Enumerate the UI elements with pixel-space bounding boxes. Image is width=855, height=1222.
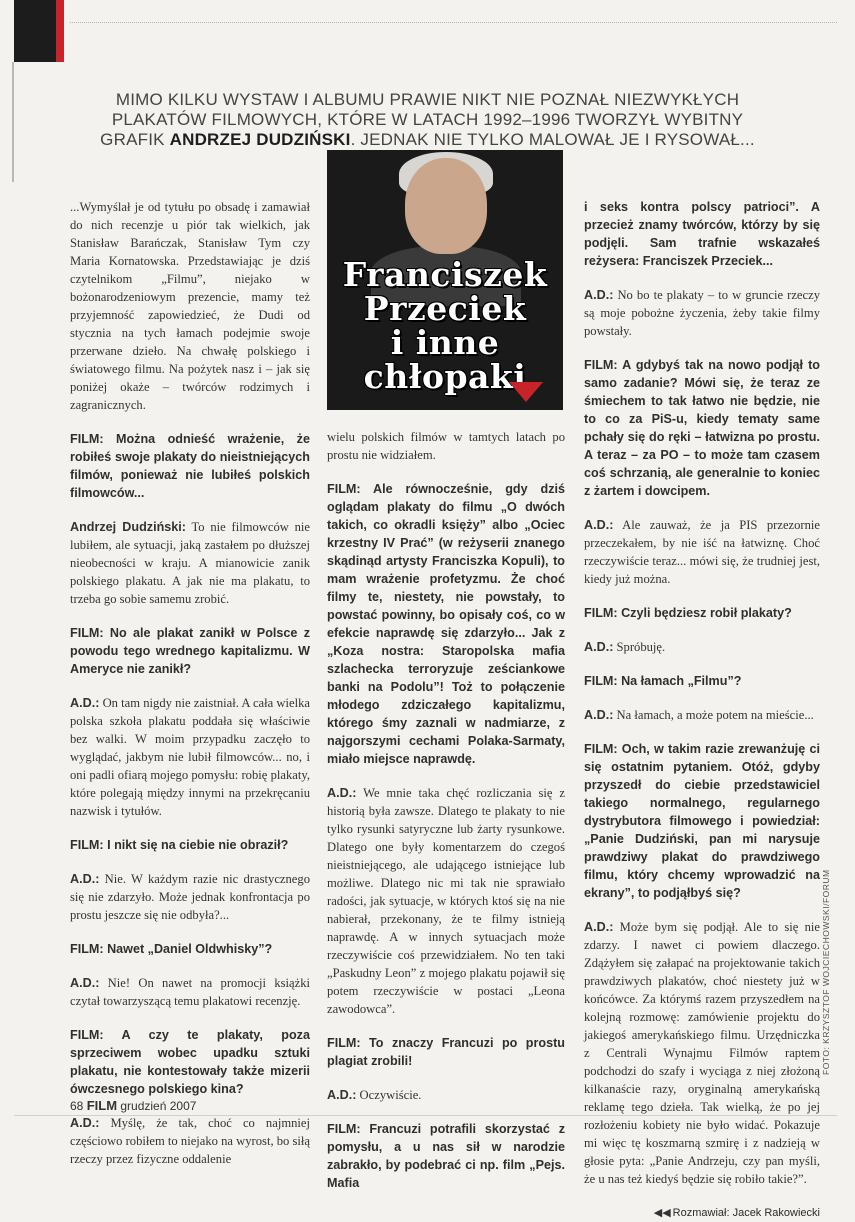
interview-question	[327, 1120, 565, 1192]
paragraph-text: Ale zauważ, że ja PIS przezornie przeczekałem, by nie iść na łatwiznę. Choć rzeczywiście teraz... mówi się, że trudniej jest, kiedy już można.	[584, 518, 820, 586]
photo-title-line: Franciszek	[342, 255, 548, 294]
paragraph-text: We mnie taka chęć rozliczania się z historią była zawsze. Dlatego te plakaty to nie tylko rysunki satyryczne lub żarty rysunkowe. Dlatego one były komentarzem do czegoś nieistniejącego, ale udającego istniejące lub możliwe. Dlatego nic mi tak nie sprawiało radości, jak sytuacje, w których ktoś się na nie nabierał, przekonany, że te filmy istnieją naprawdę. A w innych sytuacjach może rzeczywiście coś przewidziałem. No ten taki „Paskudny Leon” z mojego plakatu pojawił się potem rzeczywiście w postaci „Leona zawodowca”.	[327, 786, 565, 1016]
interview-answer	[584, 706, 820, 724]
paragraph-text: i seks kontra polscy patrioci”. A przecież znamy twórców, którzy by się podjęli. Sam trafnie wskazałeś reżysera: Franciszek Przeciek...	[584, 200, 820, 268]
paragraph-text: FILM: A gdybyś tak na nowo podjął to samo zadanie? Mówi się, że teraz ze śmiechem to tak łatwo nie będzie, nie to co za PiS-u, kiedy tematy same pchały się do ręki – łatwizna po prostu. A teraz – za PO – to może tam czasem coś schrzanią, ale generalnie to koniec z żartem i dowcipem.	[584, 358, 820, 498]
photo-credit: FOTO: KRZYSZTOF WOJCIECHOWSKI/FORUM	[821, 869, 831, 1075]
interview-answer	[70, 518, 310, 608]
issue-date: grudzień 2007	[120, 1099, 197, 1113]
paragraph-text: Oczywiście.	[356, 1088, 422, 1102]
interview-answer	[327, 784, 565, 1018]
paragraph-text: FILM: I nikt się na ciebie nie obraził?	[70, 838, 289, 852]
footer-rule	[14, 1115, 837, 1116]
speaker-label: A.D.:	[70, 976, 100, 990]
speaker-label: A.D.:	[327, 1088, 357, 1102]
speaker-label: A.D.:	[584, 288, 614, 302]
paragraph-text: FILM: Na łamach „Filmu”?	[584, 674, 742, 688]
interview-answer	[70, 1114, 310, 1168]
paragraph-text: No bo te plakaty – to w gruncie rzeczy są moje pobożne życzenia, żeby takie filmy powstały.	[584, 288, 820, 338]
portrait-face	[405, 158, 487, 254]
intro-name: ANDRZEJ DUDZIŃSKI	[169, 130, 351, 149]
speaker-label: A.D.:	[70, 1116, 100, 1130]
page-number: 68	[70, 1099, 84, 1113]
portrait-photo	[327, 150, 563, 410]
interview-question	[584, 740, 820, 902]
speaker-label: Andrzej Dudziński:	[70, 520, 186, 534]
paragraph-text: Nie! On nawet na promocji książki czytał towarzyszącą temu plakatowi recenzję.	[70, 976, 310, 1008]
interview-answer	[584, 516, 820, 588]
paragraph-text: FILM: A czy te plakaty, poza sprzeciwem wobec upadku sztuki plakatu, nie kontestowały także mizerii ówczesnego polskiego kina?	[70, 1028, 310, 1096]
article-intro	[100, 90, 755, 150]
speaker-label: A.D.:	[584, 518, 614, 532]
speaker-label: A.D.:	[584, 920, 614, 934]
paragraph-text: To nie filmowców nie lubiłem, ale sytuacji, jaką zastałem po dłuższej nieobecności w kraju. A mianowicie zanik polskiego plakatu. A jak nie ma plakatu, to trzeba go sobie samemu zrobić.	[70, 520, 311, 606]
interview-answer	[584, 286, 820, 340]
interview-answer	[70, 974, 310, 1010]
paragraph-text: Na łamach, a może potem na mieście...	[613, 708, 814, 722]
photo-title	[327, 255, 563, 396]
magazine-name: FILM	[86, 1098, 118, 1113]
paragraph-text: FILM: Francuzi potrafili skorzystać z pomysłu, a u nas sił w narodzie zabrakło, by podebrać ci np. film „Pejs. Mafia	[327, 1122, 565, 1190]
paragraph-text: Może bym się podjął. Ale to się nie zdarzy. I nawet ci powiem dlaczego. Zdążyłem się załapać na projektowanie takich prawdziwych plakatów, choć niestety już w końcówce. Za którymś razem przyszedłem na kolejną rozmowę: zamówienie projektu do jakiegoś amerykańskiego filmu. Urzędniczka z Centrali Wynajmu Filmów raptem podchodzi do szafy i wyciąga z niej złożoną kilkanaście razy, oryginalną amerykańską reklamę tego dzieła. Tak wielką, że po jej rozłożeniu kobiety nie było widać. Pokazuje mi więc tę koszmarną szmirę i z nadzieją w głosie pyta: „Panie Andrzeju, czy pan myśli, że u nas też kiedyś będzie się robiło takie?”.	[584, 920, 820, 1186]
interview-question	[70, 624, 310, 678]
paragraph-text: On tam nigdy nie zaistniał. A cała wielka polska szkoła plakatu poddała się właściwie bez walki. W moim przypadku zaczęło to wyglądać, jakbym nie lubił filmowców... no, i oni padli ofiarą mojego pomysłu: robię plakaty, które polegają między innymi na przekręcaniu nazwisk i tytułów.	[70, 696, 310, 818]
header-red-stripe	[56, 0, 64, 62]
column-3	[584, 198, 820, 1222]
interviewer-credit	[584, 1204, 820, 1222]
speaker-label: A.D.:	[584, 640, 614, 654]
paragraph-text: Nie. W każdym razie nic drastycznego się nie zdarzyło. Może jednak konfrontacja po prostu jeszcze się nie odbyła?...	[70, 872, 310, 922]
column-2	[327, 428, 565, 1208]
paragraph-text: wielu polskich filmów w tamtych latach po prostu nie widziałem.	[327, 430, 565, 462]
paragraph-text: FILM: Nawet „Daniel Oldwhisky”?	[70, 942, 273, 956]
interview-answer	[584, 638, 820, 656]
speaker-label: A.D.:	[327, 786, 357, 800]
interview-question	[70, 1026, 310, 1098]
header-black-block	[14, 0, 56, 62]
paragraph-text: FILM: Czyli będziesz robił plakaty?	[584, 606, 792, 620]
interview-question	[584, 672, 820, 690]
paragraph-text: FILM: Ale równocześnie, gdy dziś oglądam plakaty do filmu „O dwóch takich, co okradli księży” albo „Ociec krzestny IV Prać” (w reżyserii znanego skądinąd artysty Franciszka Kopuli), to mam wrażenie profetyzmu. Że choć filmy te, niestety, nie powstały, to powstać powinny, bo opisały coś, co w efekcie naprawdę się zdarzyło... Jak z „Koza nostra: Staropolska mafia szlachecka terroryzuje ześciankowe banki na Podolu”! Toż to połączenie młodego zdziczałego kapitalizmu, którego śmy zaznali w nadmiarze, z najgorszymi cechami Polaka-Sarmaty, miało miejsce naprawdę.	[327, 482, 565, 766]
speaker-label: A.D.:	[584, 708, 614, 722]
interview-answer	[327, 428, 565, 464]
interview-question	[70, 430, 310, 502]
credit-marker-icon: ◀◀	[653, 1207, 671, 1219]
page-footer	[70, 1098, 196, 1113]
left-margin-rule	[12, 62, 14, 182]
header-dotted-rule	[70, 22, 837, 23]
red-triangle-marker	[509, 382, 543, 402]
interview-question	[584, 604, 820, 622]
photo-title-line: Przeciek	[363, 289, 527, 328]
paragraph-text: FILM: To znaczy Francuzi po prostu plagiat zrobili!	[327, 1036, 565, 1068]
interview-question	[584, 198, 820, 270]
intro-line1: MIMO KILKU WYSTAW I ALBUMU PRAWIE NIKT NIE POZNAŁ NIEZWYKŁYCH PLAKATÓW FILMOWYCH, KTÓRE W LATACH 1992–1996 TWORZYŁ WYBITNY GRAFIK	[100, 90, 744, 149]
interview-answer	[70, 694, 310, 820]
speaker-label: A.D.:	[70, 696, 100, 710]
interview-question	[70, 836, 310, 854]
speaker-label: A.D.:	[70, 872, 100, 886]
paragraph-text: ...Wymyślał je od tytułu po obsadę i zamawiał do nich recenzje u piór tak wielkich, jak Stanisław Barańczak, Stanisław Tym czy Maria Kornatowska. Przedstawiając je dziś czytelnikom „Filmu”, niejako w bożonarodzeniowym prezencie, mamy też przyjemność zapowiedzieć, że Dudi od stycznia na tych łamach podejmie swoje przerwane dzieło. Na chwałę polskiego i światowego filmu. Na pożytek nasz i – jak się poniżej okaże – twórców rodzimych i zagranicznych.	[70, 200, 310, 412]
interview-question	[70, 940, 310, 958]
interview-question	[327, 1034, 565, 1070]
photo-title-line: chłopaki	[363, 357, 527, 396]
interview-question	[584, 356, 820, 500]
interview-answer	[70, 198, 310, 414]
paragraph-text: FILM: No ale plakat zanikł w Polsce z powodu tego wrednego kapitalizmu. W Ameryce nie zanikł?	[70, 626, 310, 676]
interview-answer	[584, 918, 820, 1188]
paragraph-text: FILM: Och, w takim razie zrewanżuję ci się ostatnim pytaniem. Otóż, gdyby przyszedł do ciebie przedstawiciel takiego normalnego, regularnego dystrybutora filmowego i powiedział: „Panie Dudziński, pan mi narysuje prawdziwy plakat do prawdziwego filmu, który chcemy wprowadzić na ekrany”, to podjąłbyś się?	[584, 742, 820, 900]
intro-line2: . JEDNAK NIE TYLKO MALOWAŁ JE I RYSOWAŁ...	[350, 130, 755, 149]
interview-question	[327, 480, 565, 768]
interview-answer	[327, 1086, 565, 1104]
column-1	[70, 198, 310, 1184]
photo-title-line: i inne	[390, 323, 500, 362]
interview-answer	[70, 870, 310, 924]
paragraph-text: Spróbuję.	[613, 640, 666, 654]
paragraph-text: FILM: Można odnieść wrażenie, że robiłeś swoje plakaty do nieistniejących filmów, ponieważ nie lubiłeś polskich filmowców...	[70, 432, 310, 500]
paragraph-text: Myślę, że tak, choć co najmniej częściowo robiłem to niejako na wyrost, bo siłą rzeczy przez fizyczne oddalenie	[70, 1116, 310, 1166]
credit-text: Rozmawiał: Jacek Rakowiecki	[672, 1207, 820, 1219]
